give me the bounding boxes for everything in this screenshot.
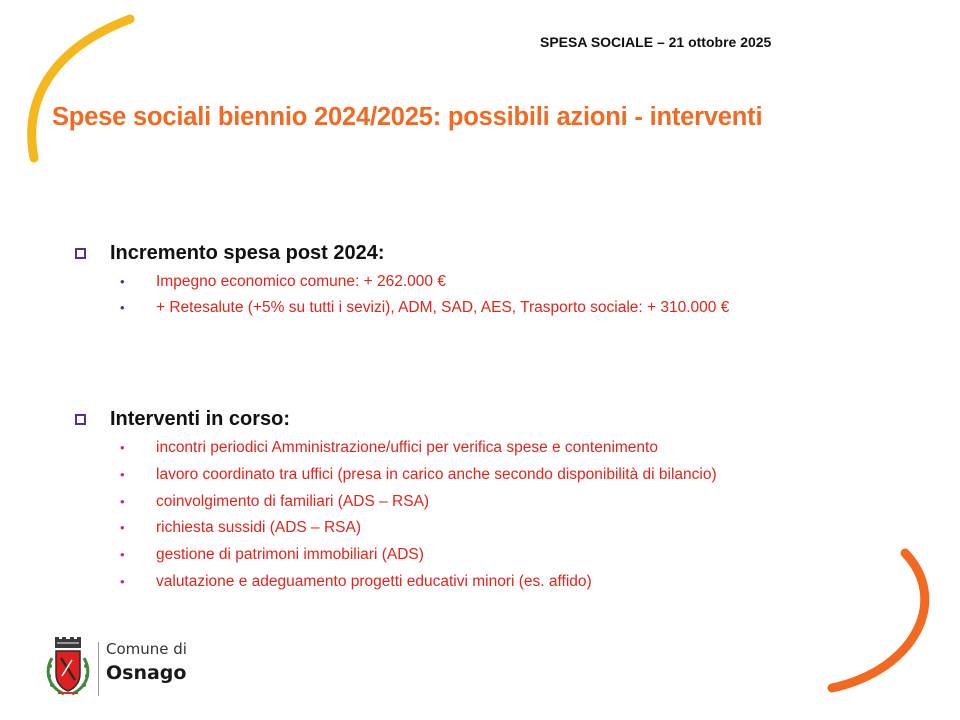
list-item-text: richiesta sussidi (ADS – RSA) [156, 519, 362, 537]
list-item-text: + Retesalute (+5% su tutti i sevizi), ADM, SAD, AES, Trasporto sociale: + 310.000 € [156, 299, 730, 316]
section-incremento-spesa [72, 238, 922, 322]
section-title: Interventi in corso: [110, 407, 291, 430]
list-item-text: coinvolgimento di familiari (ADS – RSA) [156, 492, 430, 510]
list-item-text: Impegno economico comune: + 262.000 € [156, 273, 446, 290]
section-interventi-in-corso [72, 404, 922, 597]
section-heading [72, 404, 922, 434]
bullet-icon: • [120, 300, 125, 315]
list-item-text: gestione di patrimoni immobiliari (ADS) [156, 546, 424, 564]
bullet-icon: • [120, 493, 125, 509]
list-item [116, 270, 922, 293]
header-tag: SPESA SOCIALE – 21 ottobre 2025 [540, 34, 772, 50]
list-item [116, 436, 922, 460]
bullet-icon: • [120, 547, 125, 563]
logo-text-osnago: Osnago [106, 662, 187, 684]
list-item [116, 516, 922, 540]
bullet-icon: • [120, 466, 125, 482]
list-item-text: lavoro coordinato tra uffici (presa in carico anche secondo disponibilità di bilancio) [156, 465, 717, 483]
bullet-icon: • [120, 520, 125, 536]
logo-text-comune-di: Comune di [106, 640, 187, 658]
list-item-text: incontri periodici Amministrazione/uffici per verifica spese e contenimento [156, 439, 658, 456]
coat-of-arms-icon [42, 636, 94, 698]
comune-logo [42, 636, 212, 698]
bullet-icon: • [120, 440, 125, 455]
section-title: Incremento spesa post 2024: [110, 241, 385, 264]
list-item [116, 296, 922, 319]
logo-divider [98, 642, 99, 696]
list-item [116, 570, 922, 594]
list-item [116, 463, 922, 487]
list-item-text: valutazione e adeguamento progetti educativi minori (es. affido) [156, 572, 592, 590]
bullet-list [116, 436, 922, 594]
bullet-icon: • [120, 573, 125, 589]
list-item [116, 543, 922, 567]
section-heading [72, 238, 922, 268]
checkbox-bullet-icon [75, 248, 86, 259]
bullet-icon: • [120, 274, 125, 289]
list-item [116, 490, 922, 514]
checkbox-bullet-icon [75, 414, 86, 425]
bullet-list [116, 270, 922, 319]
page-title: Spese sociali biennio 2024/2025: possibili azioni - interventi [52, 103, 763, 131]
